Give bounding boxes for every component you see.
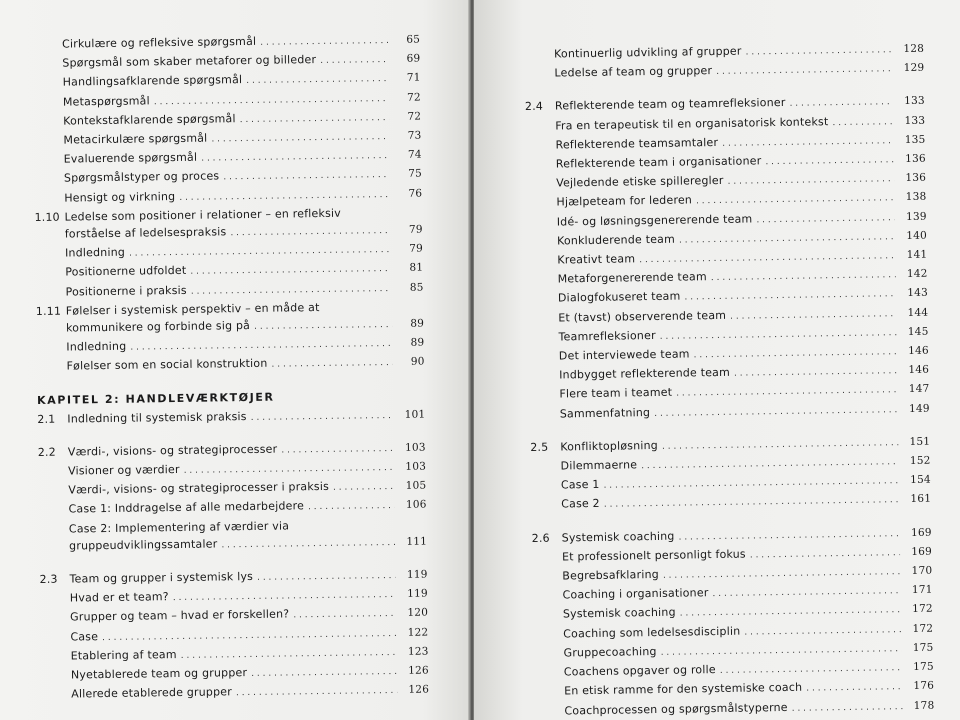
leader-dots — [257, 566, 396, 587]
entry-title: Indledning — [66, 339, 127, 354]
page-number: 172 — [912, 622, 934, 635]
entry-title: Værdi-, visions- og strategiprocesser — [67, 442, 278, 459]
entry-title: Case 1: Inddragelse af alle medarbejdere — [68, 499, 305, 517]
entry-title: Værdi-, visions- og strategiprocesser i praksis — [68, 480, 330, 497]
page-number: 90 — [410, 356, 425, 369]
leader-dots — [333, 477, 395, 497]
page-number: 171 — [911, 583, 933, 597]
entry-title: Konkluderende team — [556, 232, 676, 248]
entry-title: Indledning til systemisk praksis — [67, 409, 247, 426]
entry-title: Fra en terapeutisk til en organisatorisk kontekst — [555, 114, 829, 133]
toc-entry — [36, 297, 424, 339]
entry-title: Positionerne udfoldet — [65, 264, 187, 279]
left-page — [0, 0, 470, 720]
entry-title: Hensigt og virkning — [64, 189, 176, 205]
entry-title: En etisk ramme for den systemiske coach — [564, 681, 803, 698]
leader-dots — [236, 681, 397, 702]
entry-title: Reflekterende teamsamtaler — [555, 135, 719, 152]
page-number: 106 — [405, 499, 427, 512]
section-number: 2.5 — [530, 440, 549, 454]
entry-title: Visioner og værdier — [67, 463, 180, 478]
leader-dots — [765, 150, 894, 171]
entry-title: Metacirkulære spørgsmål — [63, 131, 208, 147]
entry-title: Coachens opgaver og rolle — [563, 663, 716, 679]
entry-title: Grupper og team – hvad er forskellen? — [70, 607, 290, 625]
leader-dots — [246, 69, 389, 90]
entry-title: Ledelse af team og grupper — [554, 64, 713, 80]
page-number: 126 — [408, 664, 429, 677]
entry-title: Systemisk coaching — [561, 529, 675, 545]
page-number: 176 — [913, 679, 935, 693]
entry-title: Spørgsmål som skaber metaforer og billeder — [62, 53, 317, 70]
toc-entry — [34, 203, 422, 245]
page-number: 119 — [406, 568, 428, 581]
leader-dots — [744, 620, 901, 642]
page-number: 169 — [911, 545, 933, 558]
leader-dots — [832, 112, 893, 132]
entry-title: Indbygget reflekterende team — [559, 366, 731, 382]
entry-title: Hvad er et team? — [69, 590, 169, 605]
toc-right-column — [524, 40, 935, 720]
page-number: 69 — [406, 52, 421, 65]
leader-dots — [223, 165, 390, 187]
page-number: 101 — [404, 408, 426, 421]
leader-dots — [750, 543, 900, 565]
page-number: 140 — [906, 229, 928, 242]
page-number: 146 — [908, 363, 930, 377]
page-number: 143 — [907, 287, 929, 300]
page-number: 146 — [908, 344, 929, 358]
page-number: 79 — [409, 242, 424, 255]
entry-title: Coaching som ledelsesdisciplin — [563, 624, 741, 641]
leader-dots — [230, 221, 391, 242]
leader-dots — [221, 533, 395, 555]
page-number: 151 — [909, 435, 931, 448]
entry-title: Vejledende etiske spilleregler — [556, 174, 724, 190]
leader-dots — [745, 40, 892, 62]
page-number: 75 — [408, 167, 423, 181]
leader-dots — [789, 93, 893, 114]
page-number: 65 — [406, 33, 421, 46]
entry-title: Kontekstafklarende spørgsmål — [63, 111, 236, 128]
leader-dots — [730, 304, 896, 326]
page-number: 178 — [913, 699, 935, 712]
section-number: 2.4 — [524, 100, 544, 114]
entry-title: Indledning — [64, 245, 126, 260]
section-number: 2.1 — [37, 412, 56, 426]
leader-dots — [271, 353, 392, 374]
section-number: 2.6 — [531, 531, 550, 545]
page-number: 123 — [407, 645, 429, 658]
page-number: 76 — [408, 187, 423, 200]
toc-entry — [37, 405, 425, 430]
toc-left-column — [32, 31, 429, 706]
entry-title: forståelse af ledelsespraksis — [64, 225, 227, 241]
entry-title: Begrebsafklaring — [562, 568, 659, 583]
page-number: 169 — [910, 526, 932, 539]
entry-title: Det interviewede team — [558, 347, 690, 363]
leader-dots — [308, 496, 395, 516]
entry-title: Evaluerende spørgsmål — [63, 150, 198, 166]
entry-title: Team og grupper i systemisk lys — [69, 570, 254, 586]
leader-dots — [727, 169, 894, 191]
leader-dots — [260, 31, 388, 52]
entry-title: Coaching i organisationer — [562, 586, 709, 602]
entry-title: Et professionelt personligt fokus — [561, 547, 746, 564]
entry-title: Reflekterende team og teamrefleksioner — [554, 96, 786, 113]
page-number: 136 — [905, 152, 926, 166]
page-number: 175 — [912, 641, 934, 654]
page-number: 85 — [409, 281, 424, 294]
leader-dots — [604, 491, 900, 515]
page-number: 172 — [912, 603, 933, 616]
entry-title: Allerede etablerede grupper — [71, 685, 233, 701]
page-number: 89 — [410, 336, 425, 349]
page-number: 136 — [905, 171, 927, 185]
entry-title: Case 2 — [561, 497, 600, 511]
page-number: 103 — [405, 441, 426, 454]
page-number: 147 — [908, 383, 930, 396]
entry-title: Konfliktopløsning — [560, 438, 659, 454]
leader-dots — [654, 400, 898, 423]
page-number: 89 — [410, 317, 425, 330]
entry-title: Handlingsafklarende spørgsmål — [62, 73, 243, 89]
chapter-heading-text: KAPITEL 2: HANDLEVÆRKTØJER — [36, 390, 275, 407]
page-number: 81 — [409, 261, 424, 275]
entry-title: Idé- og løsningsgenererende team — [556, 212, 753, 229]
entry-title: kommunikere og forbinde sig på — [65, 319, 251, 335]
page-number: 152 — [909, 454, 931, 468]
page-number: 103 — [405, 460, 427, 473]
entry-title: Gruppecoaching — [563, 644, 657, 660]
page-number: 126 — [408, 683, 430, 697]
right-page — [474, 0, 960, 720]
entry-title: Case 1 — [560, 478, 600, 492]
leader-dots — [320, 50, 388, 70]
entry-title: Sammenfatning — [559, 405, 651, 421]
page-number: 119 — [407, 587, 428, 601]
leader-dots — [734, 361, 897, 383]
leader-dots — [211, 127, 389, 149]
page-number: 133 — [904, 95, 926, 108]
leader-dots — [293, 604, 396, 625]
leader-dots — [281, 439, 394, 460]
leader-dots — [792, 697, 903, 718]
page-number: 105 — [405, 479, 427, 493]
entry-title: Et (tavst) observerende team — [558, 308, 727, 325]
page-number: 133 — [904, 114, 926, 127]
entry-title: Spørgsmålstyper og proces — [63, 169, 220, 185]
page-number: 161 — [910, 493, 932, 506]
leader-dots — [806, 677, 902, 698]
page-number: 72 — [407, 91, 421, 104]
entry-title: Følelser som en social konstruktion — [66, 357, 268, 374]
page-number: 122 — [407, 626, 429, 639]
page-number: 72 — [407, 110, 422, 123]
entry-title: Metaspørgsmål — [62, 93, 150, 109]
entry-title: Kontinuerlig udvikling af grupper — [554, 44, 742, 61]
entry-title: Nyetablerede team og grupper — [70, 666, 248, 682]
leader-dots — [240, 108, 390, 129]
leader-dots — [716, 59, 892, 81]
page-number: 73 — [407, 129, 422, 142]
leader-dots — [251, 662, 397, 683]
page-number: 135 — [904, 133, 926, 146]
page-number: 111 — [406, 535, 428, 548]
entry-title-line1: Følelser i systemisk perspektiv – en måde at — [65, 300, 320, 318]
page-number: 149 — [908, 402, 930, 415]
leader-dots — [756, 208, 895, 229]
leader-dots — [201, 146, 390, 168]
entry-title: Flere team i teamet — [559, 386, 673, 401]
section-number: 1.10 — [34, 210, 60, 224]
entry-title: Teamrefleksioner — [558, 328, 656, 344]
page-number: 145 — [907, 325, 929, 338]
page-number: 170 — [911, 564, 933, 578]
entry-title: Kreativt team — [557, 252, 636, 267]
toc-entry — [37, 353, 425, 378]
page-number: 129 — [903, 61, 925, 75]
page-number: 71 — [406, 71, 421, 85]
page-number: 141 — [906, 248, 928, 262]
leader-dots — [254, 315, 392, 336]
entry-title: Reflekterende team i organisationer — [555, 154, 762, 171]
section-number: 1.11 — [35, 304, 62, 318]
page-number: 139 — [905, 210, 927, 223]
page-number: 120 — [407, 607, 429, 620]
page-number: 144 — [907, 306, 929, 319]
page-number: 138 — [905, 191, 927, 204]
entry-title: Dialogfokuseret team — [557, 290, 681, 305]
entry-title: Cirkulære og refleksive spørgsmål — [62, 34, 257, 51]
section-number: 2.2 — [37, 445, 56, 459]
page-number: 128 — [903, 42, 925, 56]
toc-entry — [39, 515, 427, 557]
entry-title-line1: Case 2: Implementering af værdier via — [68, 519, 290, 536]
chapter-heading — [37, 388, 425, 406]
page-number: 74 — [407, 148, 422, 161]
entry-title: Dilemmaerne — [560, 458, 638, 473]
toc-entry — [41, 681, 429, 706]
entry-title: Case — [70, 629, 99, 644]
entry-title: Etablering af team — [70, 647, 177, 663]
entry-title: Coachprocessen og spørgsmålstyperne — [564, 700, 788, 717]
entry-title: Systemisk coaching — [562, 606, 676, 621]
entry-title: Hjælpeteam for lederen — [556, 193, 693, 209]
page-number: 175 — [913, 660, 934, 674]
entry-title: Metaforgenererende team — [557, 270, 707, 286]
entry-title: Positionerne i praksis — [65, 283, 187, 299]
section-number: 2.3 — [39, 572, 58, 587]
leader-dots — [251, 406, 394, 427]
entry-title: gruppeudviklingssamtaler — [69, 537, 218, 553]
page-number: 142 — [906, 267, 928, 281]
entry-title-line1: Ledelse som positioner i relationer – en refleksiv — [64, 206, 342, 224]
page-number: 154 — [910, 473, 931, 487]
page-number: 79 — [408, 223, 423, 236]
